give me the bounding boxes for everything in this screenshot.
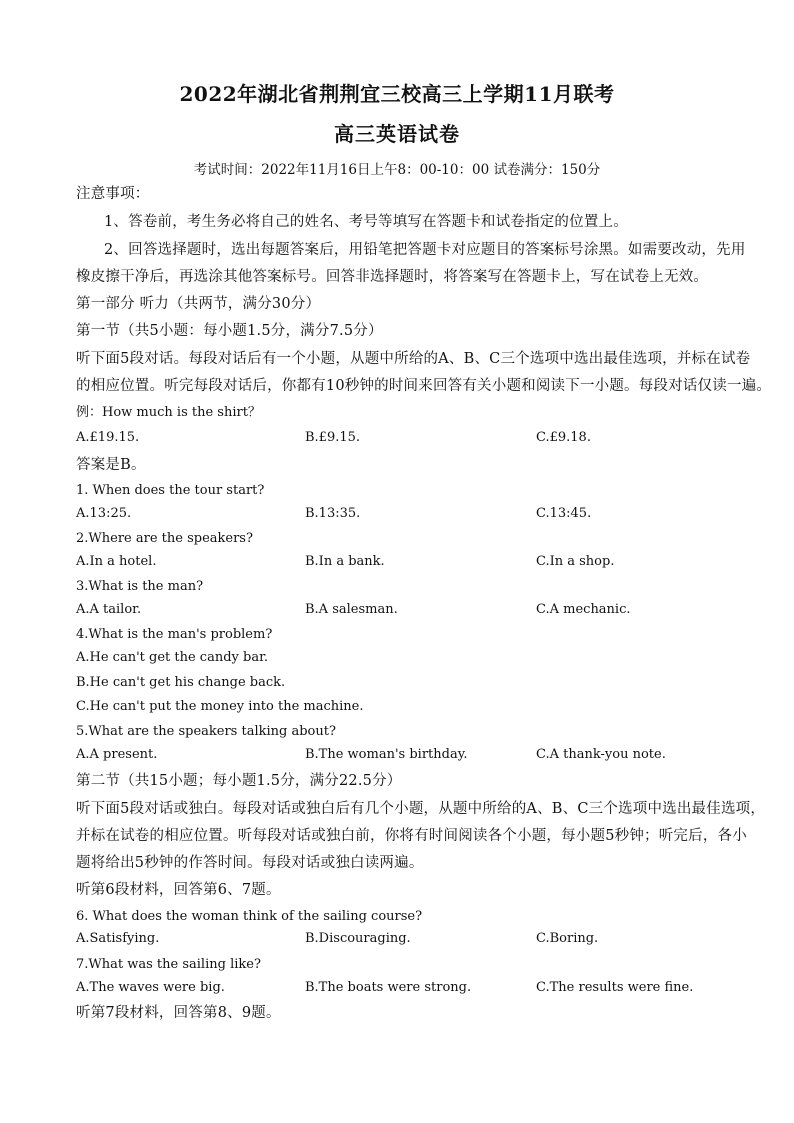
q3-option-a: A.A tailor. (76, 602, 142, 617)
q6-option-b: B.Discouraging. (305, 931, 411, 946)
example-option-b: B.£9.15. (305, 430, 361, 445)
section1-instructions-line-1: 听下面5段对话。每段对话后有一个小题，从题中所给的A、B、C三个选项中选出最佳选项，并标在试卷 (76, 351, 751, 367)
notes-heading: 注意事项： (76, 186, 150, 202)
q7-option-c: C.The results were fine. (536, 980, 694, 995)
q4-option-b: B.He can't get his change back. (76, 675, 286, 690)
example-question: 例：How much is the shirt？ (76, 405, 261, 420)
q6-option-a: A.Satisfying. (76, 931, 160, 946)
q5-option-a: A.A present. (76, 747, 158, 762)
section2-heading: 第二节（共15小题；每小题1.5分，满分22.5分） (76, 773, 402, 789)
q5-option-b: B.The woman's birthday. (305, 747, 468, 762)
example-option-a: A.£19.15. (76, 430, 140, 445)
q5-option-c: C.A thank-you note. (536, 747, 666, 762)
q3-option-b: B.A salesman. (305, 602, 398, 617)
q7-option-b: B.The boats were strong. (305, 980, 472, 995)
q4-option-c: C.He can't put the money into the machine. (76, 699, 364, 714)
notes-item-2-line-1: 2、回答选择题时，选出每题答案后，用铅笔把答题卡对应题目的答案标号涂黑。如需要改动，先用 (104, 242, 746, 258)
q2-option-a: A.In a hotel. (76, 554, 157, 569)
section2-instructions-line-3: 题将给出5秒钟的作答时间。每段对话或独白读两遍。 (76, 855, 424, 871)
question-4: 4.What is the man's problem? (76, 627, 273, 642)
q1-option-a: A.13:25. (76, 506, 132, 521)
example-option-c: C.£9.18. (536, 430, 591, 445)
exam-title: 2022年湖北省荆荆宜三校高三上学期11月联考 (179, 82, 615, 106)
exam-subtitle: 高三英语试卷 (334, 122, 460, 146)
q6-option-c: C.Boring. (536, 931, 599, 946)
q1-option-b: B.13:35. (305, 506, 361, 521)
question-1: 1. When does the tour start? (76, 483, 265, 498)
section1-instructions-line-2: 的相应位置。听完每段对话后，你都有10秒钟的时间来回答有关小题和阅读下一小题。每段对话仅读一遍。 (76, 378, 772, 394)
question-5: 5.What are the speakers talking about? (76, 724, 336, 739)
notes-item-1: 1、答卷前，考生务必将自己的姓名、考号等填写在答题卡和试卷指定的位置上。 (104, 214, 628, 230)
q3-option-c: C.A mechanic. (536, 602, 631, 617)
part1-heading: 第一部分 听力（共两节，满分30分） (76, 296, 321, 312)
question-6: 6. What does the woman think of the sailing course? (76, 909, 423, 924)
section2-instructions-line-2: 并标在试卷的相应位置。听每段对话或独白前，你将有时间阅读各个小题，每小题5秒钟；听完后，各小 (76, 828, 747, 844)
material-7-heading: 听第7段材料，回答第8、9题。 (76, 1005, 281, 1021)
exam-info: 考试时间：2022年11月16日上午8：00-10：00 试卷满分：150分 (193, 162, 601, 178)
question-7: 7.What was the sailing like? (76, 957, 261, 972)
q1-option-c: C.13:45. (536, 506, 592, 521)
q4-option-a: A.He can't get the candy bar. (76, 650, 269, 665)
q2-option-b: B.In a bank. (305, 554, 385, 569)
question-3: 3.What is the man? (76, 579, 204, 594)
notes-item-2-line-2: 橡皮擦干净后，再选涂其他答案标号。回答非选择题时，将答案写在答题卡上，写在试卷上无效。 (76, 269, 709, 285)
q7-option-a: A.The waves were big. (76, 980, 225, 995)
example-answer: 答案是B。 (76, 457, 146, 473)
question-2: 2.Where are the speakers? (76, 531, 253, 546)
section2-instructions-line-1: 听下面5段对话或独白。每段对话或独白后有几个小题，从题中所给的A、B、C三个选项中选出最佳选项， (76, 801, 766, 817)
q2-option-c: C.In a shop. (536, 554, 615, 569)
section1-heading: 第一节（共5小题：每小题1.5分，满分7.5分） (76, 323, 383, 339)
material-6-heading: 听第6段材料，回答第6、7题。 (76, 882, 281, 898)
